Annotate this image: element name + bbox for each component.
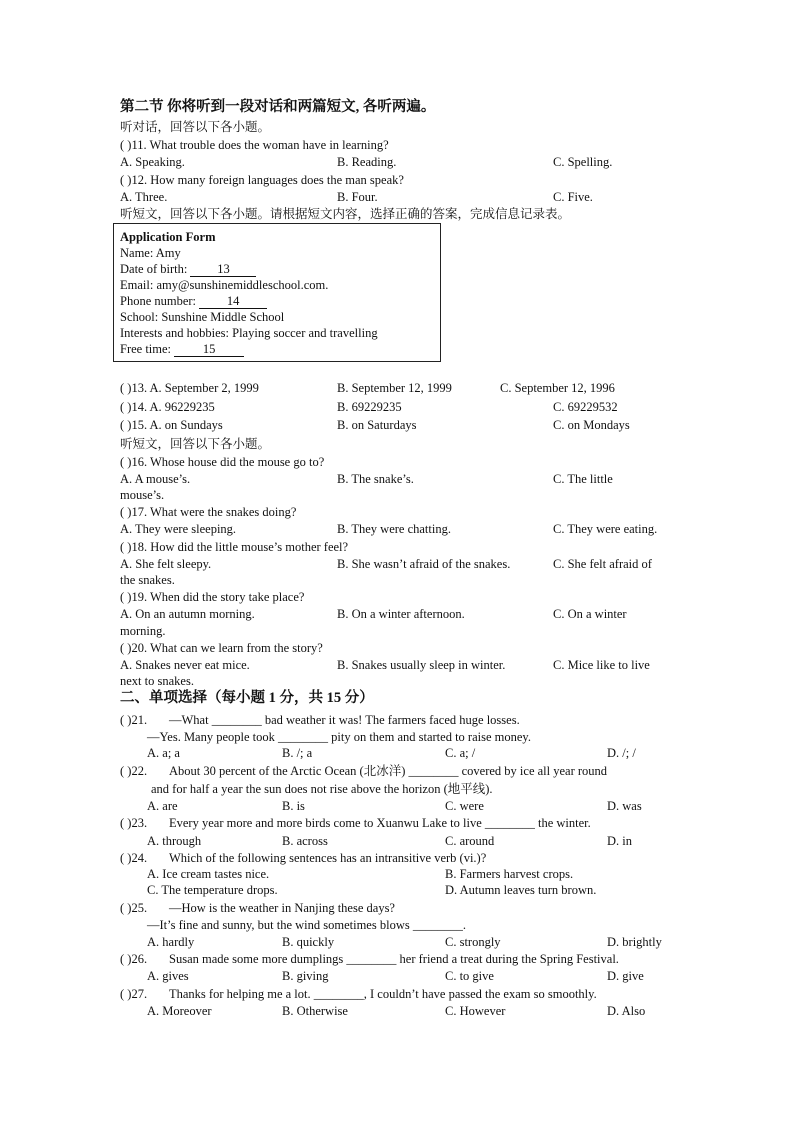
- q27-option-b: B. Otherwise: [282, 1004, 348, 1018]
- q11-option-a: A. Speaking.: [120, 155, 185, 169]
- form-free-time: [120, 341, 244, 357]
- q18-option-c: C. She felt afraid of: [553, 557, 652, 571]
- q19-option-b: B. On a winter afternoon.: [337, 607, 465, 621]
- q17-stem: ( )17. What were the snakes doing?: [120, 505, 297, 519]
- q18-stem: ( )18. How did the little mouse’s mother feel?: [120, 540, 349, 554]
- q23-option-d: D. in: [607, 834, 632, 848]
- q17-option-a: A. They were sleeping.: [120, 522, 237, 536]
- q27-line1: Thanks for helping me a lot. ________, I couldn’t have passed the exam so smoothly.: [169, 987, 597, 1001]
- q21-number: ( )21.: [120, 713, 148, 727]
- q14-stem: ( )14. A. 96229235: [120, 400, 215, 414]
- q21-option-d: D. /; /: [607, 746, 636, 760]
- q21-option-b: B. /; a: [282, 746, 313, 760]
- q21-option-c: C. a; /: [445, 746, 476, 760]
- form-dob: [120, 261, 256, 277]
- q24-option-a: A. Ice cream tastes nice.: [147, 867, 270, 881]
- q16-option-c: C. The little: [553, 472, 613, 486]
- q16-option-b: B. The snake’s.: [337, 472, 414, 486]
- q23-line1: Every year more and more birds come to Xuanwu Lake to live ________ the winter.: [169, 816, 591, 830]
- q27-option-d: D. Also: [607, 1004, 646, 1018]
- q19-stem: ( )19. When did the story take place?: [120, 590, 305, 604]
- q20-stem: ( )20. What can we learn from the story?: [120, 641, 323, 655]
- q15-stem: ( )15. A. on Sundays: [120, 418, 223, 432]
- q12-option-c: C. Five.: [553, 190, 593, 204]
- form-dob-blank: 13: [190, 262, 256, 277]
- section-title: 第二节 你将听到一段对话和两篇短文, 各听两遍。: [120, 99, 436, 115]
- q18-option-b: B. She wasn’t afraid of the snakes.: [337, 557, 511, 571]
- q22-line1: About 30 percent of the Arctic Ocean (北冰洋) ________ covered by ice all year round: [169, 764, 608, 778]
- q15-option-c: C. on Mondays: [553, 418, 630, 432]
- passage-instruction: 听短文，回答以下各小题。请根据短文内容，选择正确的答案，完成信息记录表。: [120, 207, 571, 221]
- q24-option-c: C. The temperature drops.: [147, 883, 278, 897]
- q27-option-c: C. However: [445, 1004, 506, 1018]
- q19-option-c-cont: morning.: [120, 624, 166, 638]
- q16-option-a: A. A mouse’s.: [120, 472, 191, 486]
- q13-stem: ( )13. A. September 2, 1999: [120, 381, 259, 395]
- q27-option-a: A. Moreover: [147, 1004, 212, 1018]
- q24-option-b: B. Farmers harvest crops.: [445, 867, 574, 881]
- form-title: Application Form: [120, 230, 216, 244]
- q21-line2: —Yes. Many people took ________ pity on them and started to raise money.: [147, 730, 531, 744]
- q25-line2: —It’s fine and sunny, but the wind sometimes blows ________.: [147, 918, 466, 932]
- q25-number: ( )25.: [120, 901, 148, 915]
- q14-option-b: B. 69229235: [337, 400, 402, 414]
- q21-option-a: A. a; a: [147, 746, 180, 760]
- form-phone-label: Phone number:: [120, 294, 197, 308]
- q26-option-d: D. give: [607, 969, 644, 983]
- q20-option-b: B. Snakes usually sleep in winter.: [337, 658, 506, 672]
- form-free-label: Free time:: [120, 342, 172, 356]
- q15-option-b: B. on Saturdays: [337, 418, 417, 432]
- q20-option-a: A. Snakes never eat mice.: [120, 658, 250, 672]
- q24-line1: Which of the following sentences has an intransitive verb (vi.)?: [169, 851, 487, 865]
- q22-option-b: B. is: [282, 799, 305, 813]
- q22-option-d: D. was: [607, 799, 642, 813]
- q22-number: ( )22.: [120, 764, 148, 778]
- form-email: Email: amy@sunshinemiddleschool.com.: [120, 278, 329, 292]
- q16-stem: ( )16. Whose house did the mouse go to?: [120, 455, 325, 469]
- q19-option-a: A. On an autumn morning.: [120, 607, 255, 621]
- form-interests: Interests and hobbies: Playing soccer and travelling: [120, 326, 378, 340]
- q16-option-c-cont: mouse’s.: [120, 488, 165, 502]
- passage2-instruction: 听短文，回答以下各小题。: [120, 437, 271, 451]
- q11-stem: ( )11. What trouble does the woman have in learning?: [120, 138, 389, 152]
- q13-option-b: B. September 12, 1999: [337, 381, 452, 395]
- q18-option-a: A. She felt sleepy.: [120, 557, 212, 571]
- q25-option-b: B. quickly: [282, 935, 335, 949]
- q26-line1: Susan made some more dumplings ________ her friend a treat during the Spring Festival.: [169, 952, 619, 966]
- q25-option-d: D. brightly: [607, 935, 662, 949]
- q12-option-b: B. Four.: [337, 190, 378, 204]
- q11-option-c: C. Spelling.: [553, 155, 613, 169]
- form-name: Name: Amy: [120, 246, 181, 260]
- q23-option-b: B. across: [282, 834, 328, 848]
- q26-option-b: B. giving: [282, 969, 329, 983]
- q11-option-b: B. Reading.: [337, 155, 397, 169]
- q18-option-c-cont: the snakes.: [120, 573, 175, 587]
- form-school: School: Sunshine Middle School: [120, 310, 285, 324]
- q20-option-c-cont: next to snakes.: [120, 674, 194, 688]
- form-phone-blank: 14: [199, 294, 267, 309]
- q26-number: ( )26.: [120, 952, 148, 966]
- q24-number: ( )24.: [120, 851, 148, 865]
- q12-option-a: A. Three.: [120, 190, 168, 204]
- q14-option-c: C. 69229532: [553, 400, 618, 414]
- q27-number: ( )27.: [120, 987, 148, 1001]
- part2-title: 二、单项选择（每小题 1 分，共 15 分）: [120, 690, 374, 706]
- q21-line1: —What ________ bad weather it was! The farmers faced huge losses.: [169, 713, 520, 727]
- q17-option-c: C. They were eating.: [553, 522, 658, 536]
- q22-line2: and for half a year the sun does not rise above the horizon (地平线).: [151, 782, 493, 796]
- q23-number: ( )23.: [120, 816, 148, 830]
- q12-stem: ( )12. How many foreign languages does the man speak?: [120, 173, 404, 187]
- q24-option-d: D. Autumn leaves turn brown.: [445, 883, 597, 897]
- q17-option-b: B. They were chatting.: [337, 522, 451, 536]
- q25-option-a: A. hardly: [147, 935, 195, 949]
- q19-option-c: C. On a winter: [553, 607, 627, 621]
- q23-option-a: A. through: [147, 834, 202, 848]
- q22-option-a: A. are: [147, 799, 178, 813]
- dialogue-instruction: 听对话，回答以下各小题。: [120, 120, 271, 134]
- q20-option-c: C. Mice like to live: [553, 658, 650, 672]
- q22-option-c: C. were: [445, 799, 484, 813]
- q25-option-c: C. strongly: [445, 935, 501, 949]
- q25-line1: —How is the weather in Nanjing these days?: [169, 901, 395, 915]
- q13-option-c: C. September 12, 1996: [500, 381, 615, 395]
- form-dob-label: Date of birth:: [120, 262, 188, 276]
- q26-option-c: C. to give: [445, 969, 494, 983]
- q23-option-c: C. around: [445, 834, 495, 848]
- q26-option-a: A. gives: [147, 969, 189, 983]
- form-free-blank: 15: [174, 342, 244, 357]
- form-phone: [120, 293, 267, 309]
